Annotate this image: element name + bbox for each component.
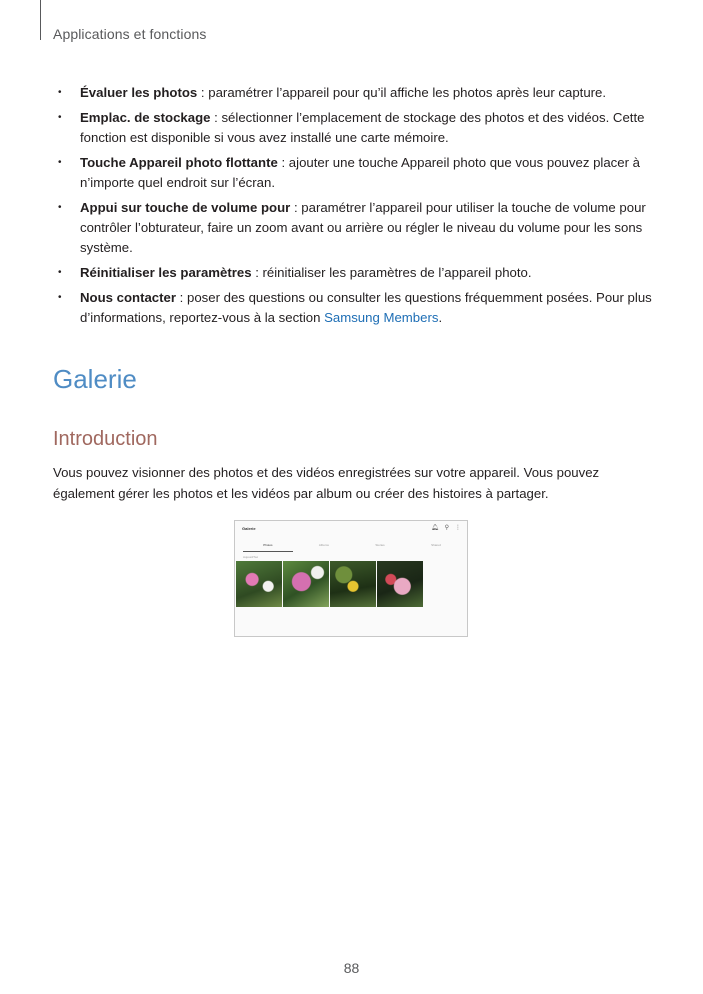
bullet-text-end: .: [438, 310, 443, 325]
bullet-term: Nous contacter: [80, 290, 176, 305]
page-number: 88: [343, 960, 360, 976]
search-icon: ⚲: [444, 525, 449, 531]
subsection-title: Introduction: [53, 428, 158, 450]
gallery-screenshot: [234, 520, 468, 637]
samsung-members-link[interactable]: Samsung Members: [324, 310, 439, 325]
gallery-toolbar-icons: [431, 525, 461, 531]
gallery-app-title: Galerie: [242, 526, 256, 531]
bullet-text: : ajouter une touche Appareil photo que vous pouvez placer à n’importe quel endroit sur l’écran.: [80, 155, 640, 190]
photo-thumbnail: [330, 561, 376, 607]
section-title: Galerie: [53, 364, 137, 394]
list-item: [53, 198, 653, 258]
bullet-text: : paramétrer l’appareil pour qu’il affiche les photos après leur capture.: [197, 85, 607, 100]
tab-photos: Photos: [263, 543, 273, 547]
bullet-text: : paramétrer l’appareil pour utiliser la touche de volume pour contrôler l’obturateur, faire un zoom avant ou arrière ou régler le niveau du volume pour les sons système.: [80, 200, 646, 255]
gallery-tabs: [240, 541, 464, 551]
tab-stories: Stories: [375, 543, 385, 547]
running-header: Applications et fonctions: [53, 26, 207, 42]
tab-shared: Shared: [431, 543, 441, 547]
photo-thumbnail: [377, 561, 423, 607]
bullet-text: : poser des questions ou consulter les questions fréquemment posées. Pour plus d’informations, reportez-vous à la section: [80, 290, 652, 325]
bullet-term: Touche Appareil photo flottante: [80, 155, 278, 170]
bullet-term: Évaluer les photos: [80, 85, 198, 100]
intro-paragraph: Vous pouvez visionner des photos et des vidéos enregistrées sur votre appareil. Vous pouvez également gérer les photos et les vidéos par album ou créer des histoires à partager.: [53, 465, 600, 501]
tab-albums: Albums: [318, 543, 329, 547]
bullet-term: Emplac. de stockage: [80, 110, 211, 125]
settings-bullet-list: [53, 83, 653, 333]
list-item: [53, 263, 653, 283]
list-item: [53, 153, 653, 193]
gallery-date-label: Aujourd'hui: [243, 555, 258, 559]
thumbnail-grid: [236, 561, 423, 607]
photo-thumbnail: [283, 561, 329, 607]
bullet-text: : réinitialiser les paramètres de l’appareil photo.: [251, 265, 532, 280]
photo-thumbnail: [236, 561, 282, 607]
margin-rule: [40, 0, 41, 40]
bullet-text: : sélectionner l’emplacement de stockage des photos et des vidéos. Cette fonction est disponible si vous avez installé une carte mémoire.: [80, 110, 645, 145]
bullet-term: Appui sur touche de volume pour: [80, 200, 291, 215]
list-item: [53, 83, 653, 103]
more-icon: ⋮: [455, 525, 461, 531]
active-tab-indicator: [243, 551, 293, 552]
bullet-term: Réinitialiser les paramètres: [80, 265, 252, 280]
bell-icon: 🔔︎: [430, 525, 439, 531]
list-item: [53, 288, 653, 328]
list-item: [53, 108, 653, 148]
